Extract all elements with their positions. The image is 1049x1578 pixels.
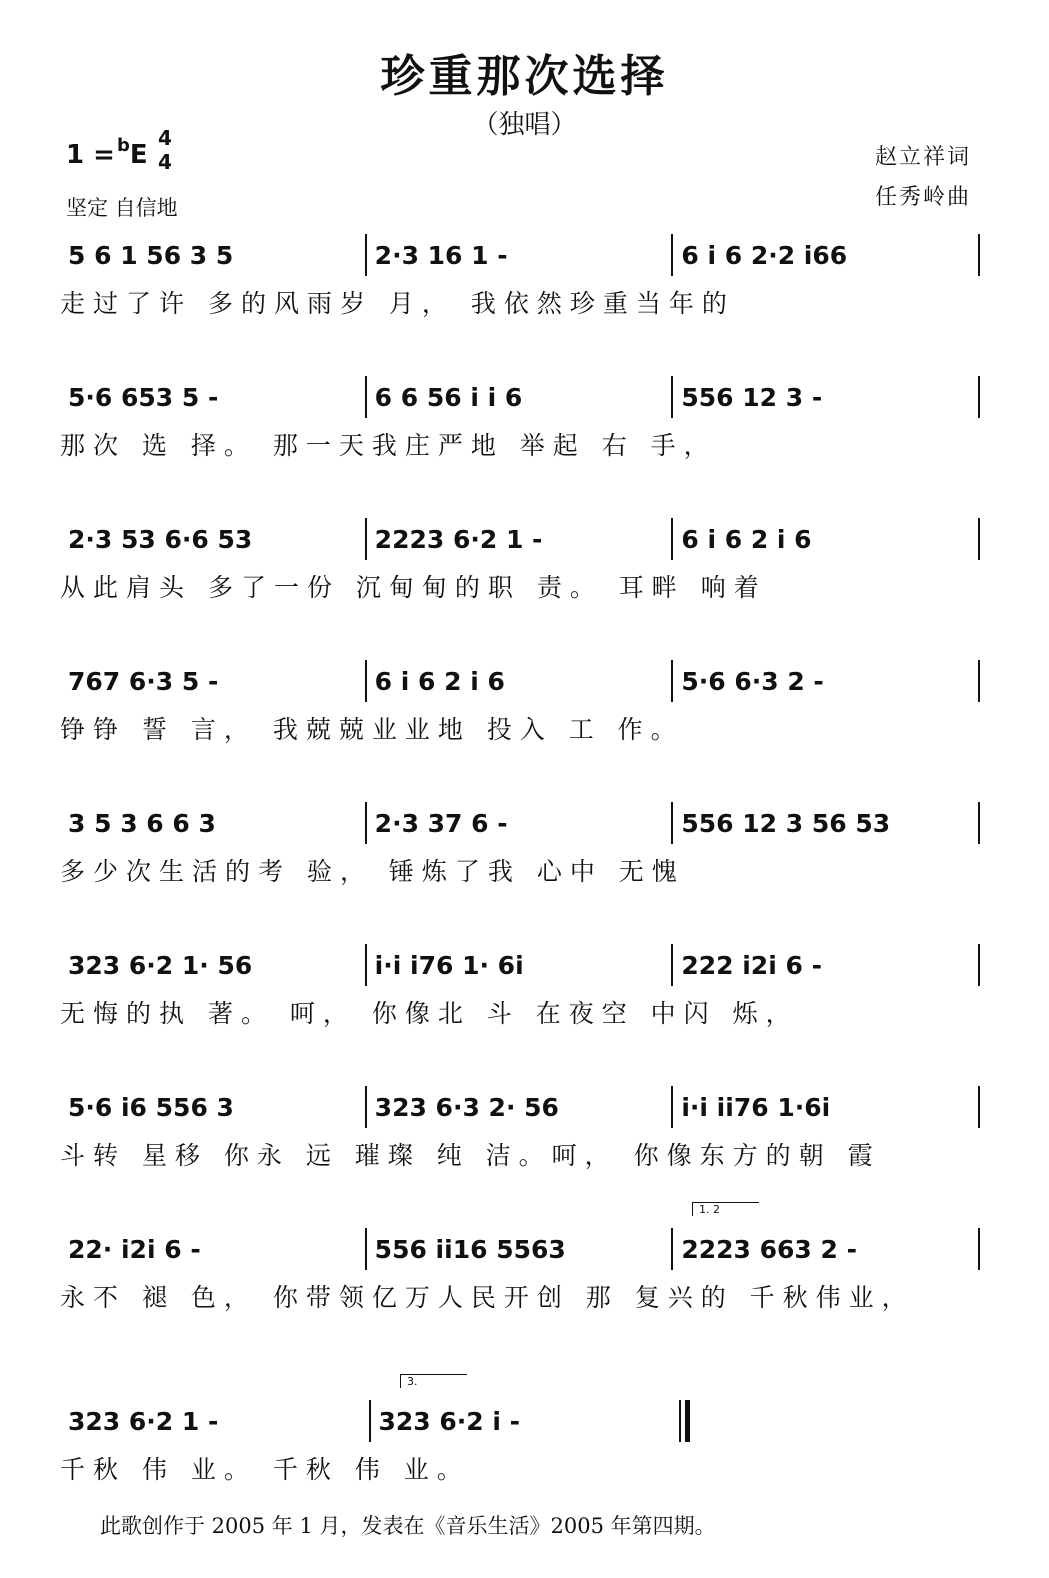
- measure: 6 i 6 2·2 i66: [681, 240, 848, 270]
- tempo-marking: 坚定 自信地: [66, 196, 178, 220]
- volta-bracket: 1. 2: [692, 1202, 759, 1216]
- lyrics-line: 铮铮 誓 言， 我兢兢业业地 投入 工 作。: [60, 715, 684, 744]
- measure: 22· i2i 6 -: [68, 1234, 201, 1264]
- song-subtitle: （独唱）: [472, 110, 577, 140]
- measure: 5·6 6·3 2 -: [681, 666, 824, 696]
- barline: [978, 1228, 980, 1270]
- notation-row: [60, 1082, 980, 1132]
- measure: 3 5 3 6 6 3: [68, 808, 216, 838]
- footnote: 此歌创作于 2005 年 1 月，发表在《音乐生活》2005 年第四期。: [100, 1514, 716, 1538]
- measure: 2·3 16 1 -: [374, 240, 508, 270]
- score-system: [60, 798, 980, 908]
- lyrics-line: 永不 褪 色， 你带领亿万人民开创 那 复兴的 千秋伟业，: [60, 1283, 915, 1312]
- measure: 556 ii16 5563: [374, 1234, 566, 1264]
- measure: 5·6 i6 556 3: [68, 1092, 234, 1122]
- meter-top: 4: [158, 126, 172, 150]
- measure: 556 12 3 -: [681, 382, 823, 412]
- measure: 767 6·3 5 -: [68, 666, 219, 696]
- measure: 2·3 53 6·6 53: [68, 524, 253, 554]
- score-system: [60, 1203, 980, 1334]
- barline: [978, 376, 980, 418]
- measure: 6 i 6 2 i 6: [374, 666, 505, 696]
- volta-bracket: 3.: [400, 1374, 467, 1388]
- song-title: 珍重那次选择: [380, 51, 669, 102]
- lyrics-line: 那次 选 择。 那一天我庄严地 举起 右 手，: [60, 431, 717, 460]
- barline: [978, 1086, 980, 1128]
- barline: [679, 1400, 690, 1442]
- meter-bottom: 4: [158, 150, 172, 174]
- measure: i·i i76 1· 6i: [374, 950, 524, 980]
- lyrics-line: 斗转 星移 你永 远 璀璨 纯 洁。呵， 你像东方的朝 霞: [60, 1141, 881, 1170]
- key-prefix: 1 =: [66, 140, 115, 170]
- barline: [978, 660, 980, 702]
- score-system: [60, 1082, 980, 1192]
- notation-row: [60, 230, 980, 280]
- measure: 2223 663 2 -: [681, 1234, 857, 1264]
- measure: 2223 6·2 1 -: [374, 524, 543, 554]
- notation-row: [60, 1396, 690, 1446]
- barline: [978, 518, 980, 560]
- measure: 6 i 6 2 i 6: [681, 524, 812, 554]
- score-system: [60, 230, 980, 340]
- lyricist-credit: 赵立祥词: [874, 145, 971, 170]
- measure: 2·3 37 6 -: [374, 808, 508, 838]
- barline: [978, 802, 980, 844]
- notation-row: [60, 656, 980, 706]
- score-system: [60, 656, 980, 766]
- notation-row: [60, 940, 980, 990]
- key-signature: [66, 135, 148, 170]
- notation-row: [60, 372, 980, 422]
- measure: 556 12 3 56 53: [681, 808, 891, 838]
- measure: 323 6·2 i -: [378, 1406, 521, 1436]
- measure: i·i ii76 1·6i: [681, 1092, 831, 1122]
- composer-credit: 任秀岭曲: [874, 185, 971, 210]
- measure: 323 6·2 1· 56: [68, 950, 253, 980]
- barline: [978, 944, 980, 986]
- measure: 6 6 56 i i 6: [374, 382, 523, 412]
- lyrics-line: 无悔的执 著。 呵， 你像北 斗 在夜空 中闪 烁，: [60, 999, 799, 1028]
- lyrics-line: 多少次生活的考 验， 锤炼了我 心中 无愧: [60, 857, 685, 886]
- measure: 323 6·3 2· 56: [374, 1092, 559, 1122]
- lyrics-line: 千秋 伟 业。 千秋 伟 业。: [60, 1455, 470, 1484]
- score-system: [60, 1375, 690, 1506]
- time-signature: [158, 126, 172, 174]
- measure: 5·6 653 5 -: [68, 382, 219, 412]
- notation-row: [60, 514, 980, 564]
- key-note: E: [129, 140, 148, 170]
- score-system: [60, 514, 980, 624]
- notation-row: [60, 1224, 980, 1274]
- score-system: [60, 940, 980, 1050]
- barline: [978, 234, 980, 276]
- lyrics-line: 走过了许 多的风雨岁 月， 我依然珍重当年的: [60, 289, 735, 318]
- measure: 5 6 1 56 3 5: [68, 240, 234, 270]
- measure: 323 6·2 1 -: [68, 1406, 219, 1436]
- score-system: [60, 372, 980, 482]
- lyrics-line: 从此肩头 多了一份 沉甸甸的职 责。 耳畔 响着: [60, 573, 767, 602]
- measure: 222 i2i 6 -: [681, 950, 822, 980]
- flat-sign: b: [116, 135, 130, 156]
- notation-row: [60, 798, 980, 848]
